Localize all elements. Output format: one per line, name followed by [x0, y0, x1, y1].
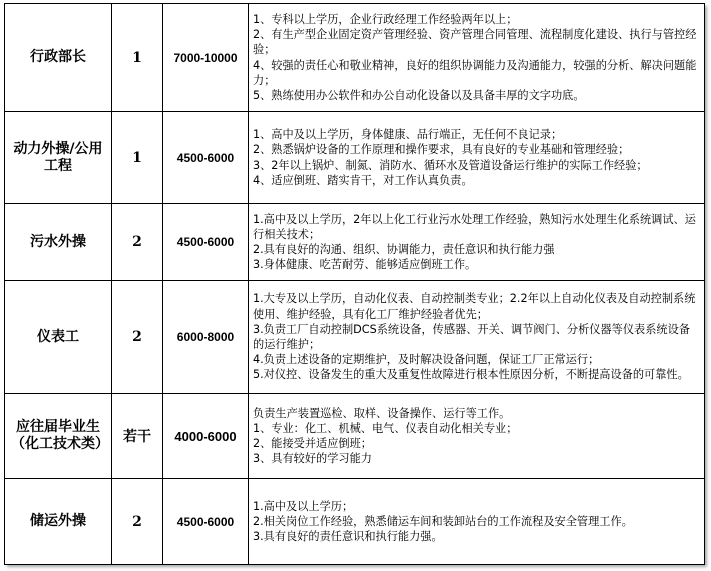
count-cell: 1: [112, 112, 163, 204]
requirement-line: 3.具有良好的责任意识和执行能力强。: [253, 530, 443, 544]
salary-cell: 6000-8000: [163, 281, 249, 394]
requirement-line: 5.对仪控、设备发生的重大及重复性故障进行根本性原因分析，不断提高设备的可靠性。: [253, 368, 689, 382]
count-cell: 2: [112, 204, 163, 281]
position-cell: 动力外操/公用工程: [5, 112, 112, 204]
requirement-line: 2、有生产型企业固定资产管理经验、资产管理合同管理、流程制度化建设、执行与管控经验；: [253, 28, 697, 57]
count-cell: 2: [112, 479, 163, 565]
table-row: [5, 479, 705, 565]
requirement-line: 3.身体健康、吃苦耐劳、能够适应倒班工作。: [253, 258, 477, 272]
requirements-cell: [249, 204, 705, 281]
salary-cell: 4500-6000: [163, 204, 249, 281]
requirement-line: 3.负责工厂自动控制DCS系统设备，传感器、开关、调节阀门、分析仪器等仪表系统设备的运行维护；: [253, 322, 690, 351]
requirement-line: 2、能接受并适应倒班；: [253, 437, 372, 450]
requirement-line: 1、专业：化工、机械、电气、仪表自动化相关专业；: [253, 421, 518, 435]
count-cell: 1: [112, 4, 163, 112]
requirement-line: 4.负责上述设备的定期维护，及时解决设备问题，保证工厂正常运行；: [253, 353, 600, 367]
count-cell: 若干: [112, 394, 163, 479]
position-cell: 应往届毕业生（化工技术类）: [5, 394, 112, 479]
salary-cell: 4500-6000: [163, 112, 249, 204]
requirement-line: 1、专科以上学历，企业行政经理工作经验两年以上；: [253, 12, 518, 26]
requirement-line: 4、适应倒班、踏实肯干，对工作认真负责。: [253, 173, 473, 187]
job-table-frame: [4, 3, 704, 564]
table-row: [5, 112, 705, 204]
table-row: [5, 394, 705, 479]
requirements-cell: [249, 4, 705, 112]
salary-cell: 4000-6000: [163, 394, 249, 479]
position-cell: 储运外操: [5, 479, 112, 565]
requirement-line: 3、具有较好的学习能力: [253, 452, 372, 466]
requirement-line: 1.大专及以上学历，自动化仪表、自动控制类专业；2.2年以上自动化仪表及自动控制系统使用、维护经验，具有化工厂维护经验者优先；: [253, 292, 696, 321]
position-cell: 仪表工: [5, 281, 112, 394]
requirement-line: 2.具有良好的沟通、组织、协调能力，责任意识和执行能力强: [253, 243, 555, 256]
requirement-line: 3、2年以上锅炉、制氮、消防水、循环水及管道设备运行维护的实际工作经验；: [253, 158, 648, 172]
table-row: [5, 204, 705, 281]
position-cell: 污水外操: [5, 204, 112, 281]
requirement-line: 负责生产装置巡检、取样、设备操作、运行等工作。: [253, 406, 511, 420]
requirement-line: 2.相关岗位工作经验，熟悉储运车间和装卸站台的工作流程及安全管理工作。: [253, 514, 633, 528]
requirement-line: 1.高中及以上学历，2年以上化工行业污水处理工作经验，熟知污水处理生化系统调试、运行相关技术；: [253, 212, 696, 241]
position-cell: 行政部长: [5, 4, 112, 112]
requirements-cell: [249, 479, 705, 565]
requirement-line: 4、较强的责任心和敬业精神，良好的组织协调能力及沟通能力，较强的分析、解决问题能力；: [253, 58, 697, 87]
requirement-line: 1.高中及以上学历；: [253, 499, 354, 513]
requirements-cell: [249, 112, 705, 204]
salary-cell: 4500-6000: [163, 479, 249, 565]
requirement-line: 1、高中及以上学历，身体健康、品行端正，无任何不良记录；: [253, 128, 563, 142]
count-cell: 2: [112, 281, 163, 394]
job-table: [4, 3, 705, 565]
requirements-cell: [249, 394, 705, 479]
requirements-cell: [249, 281, 705, 394]
table-row: [5, 4, 705, 112]
requirement-line: 2、熟悉锅炉设备的工作原理和操作要求，具有良好的专业基础和管理经验；: [253, 143, 630, 157]
salary-cell: 7000-10000: [163, 4, 249, 112]
requirement-line: 5、熟练使用办公软件和办公自动化设备以及具备丰厚的文字功底。: [253, 88, 585, 102]
table-row: [5, 281, 705, 394]
